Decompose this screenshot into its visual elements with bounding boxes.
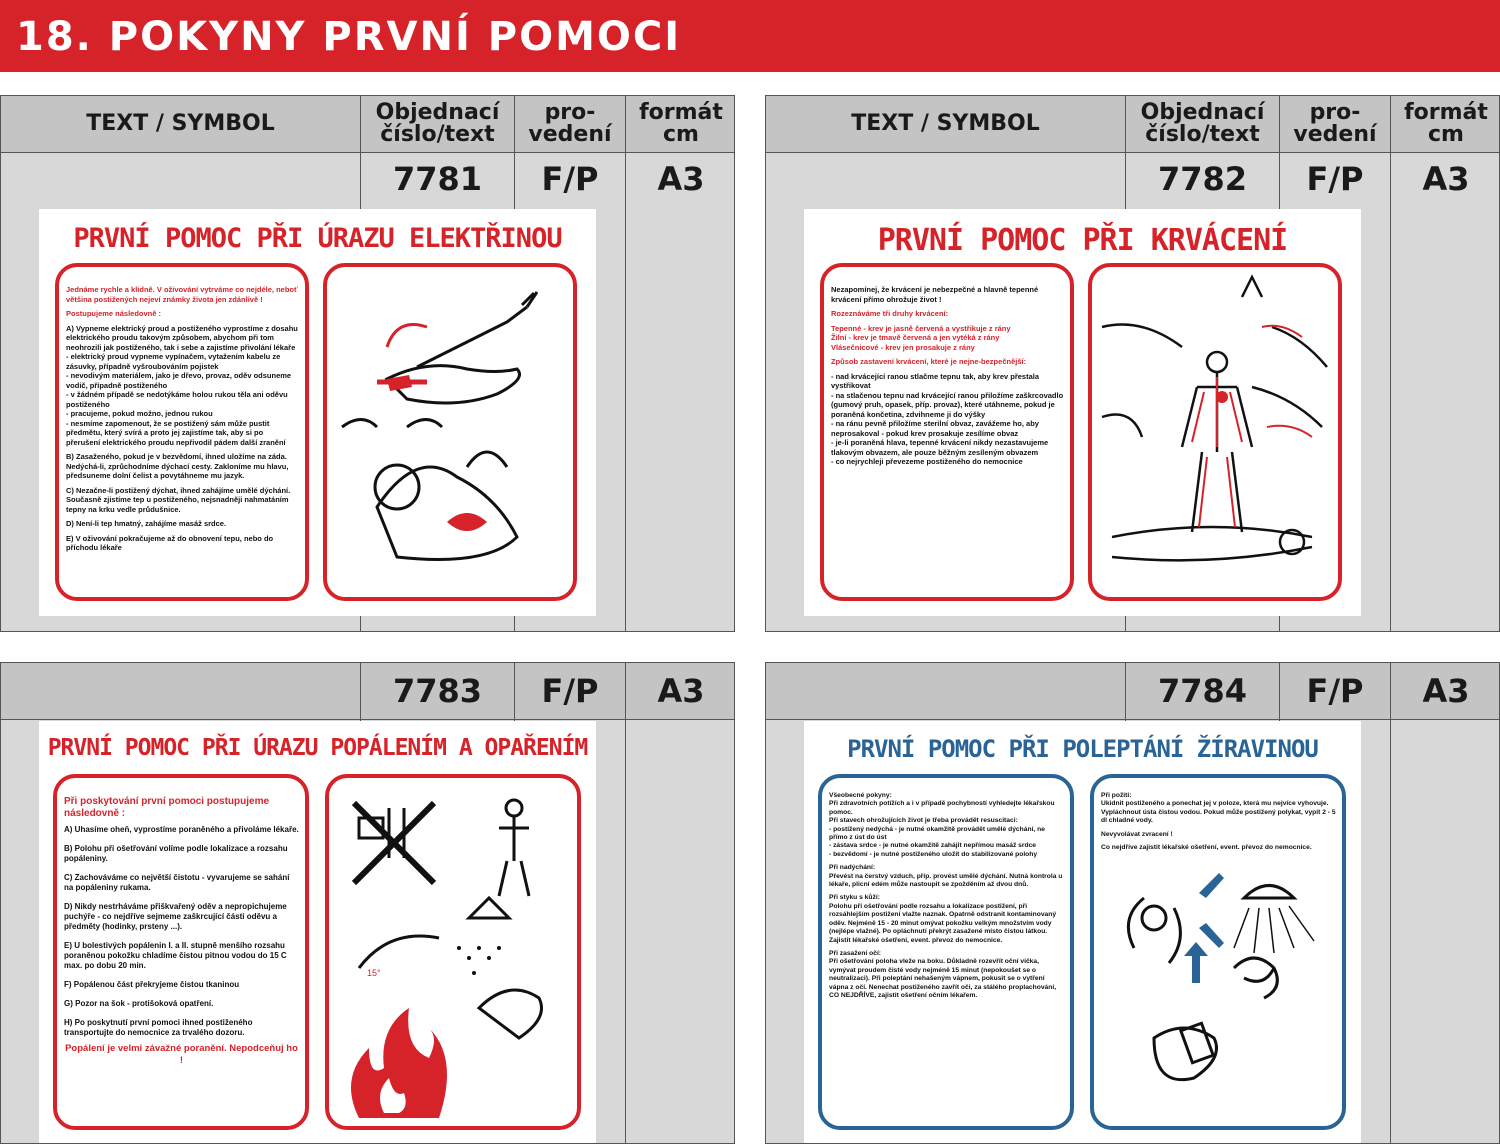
paragraph: Popálení je velmi závažné poranění. Nepodceňuj ho ! [65, 1043, 298, 1066]
instruction-text [66, 285, 299, 558]
format-value: A3 [657, 672, 705, 710]
paragraph: - nad krvácející ranou stlačme tepnu tak, aby krev přestala vystřikovat - na stlačenou tepnu nad krvácející ranou přiložíme zaškrcovadlo (gumový pruh, opasek, příp. provaz), které utáhneme, pokud je poraněná končetina, zdvihneme ji do výšky - na ránu pevně přiložíme sterilní obvaz, zavážeme ho, aby neprosakoval - pokud krev prosakuje zesílíme obvaz - je-li poraněná hlava, tepenné krvácení nikdy nezastavujeme tlakovým obvazem, ale pouze běžným zesíleným obvazem - co nejrychleji převezeme postiženého do nemocnice [831, 371, 1064, 466]
paragraph: Při nadýchání: Převést na čerstvý vzduch, příp. provést umělé dýchání. Nutná kontrola u lékaře, plicní edém může nastoupit se zpožděním až dvou dnů. [829, 864, 1063, 889]
paragraph: G) Pozor na šok - protišoková opatření. [64, 999, 214, 1008]
header-order: Objednací číslo/text [375, 100, 500, 147]
paragraph: Jednáme rychle a klidně. V oživování vytrváme co nejdéle, neboť většina postižených nejeví známky života jen zdánlivě ! [66, 285, 298, 304]
paragraph: Při zasažení očí: Při ošetřování poloha vleže na boku. Důkladně rozevřít oční víčka, vymývat proudem čisté vody nejméně 15 minut (nepokoušet se o neutralizaci). Při poleptání nehašeným vápnem, pokusit se o vytření vápna z očí. Nenechat postiženého zavřít oči, za stálého proplachování, CO NEJDŘÍVE, zajistit ošetření očním lékařem. [829, 949, 1057, 999]
paragraph: Při požití: Ukidnit postiženého a ponechat jej v poloze, která mu nejvíce vyhovuje. Vypláchnout ústa čistou vodou. Pokud může postižený polykat, vypít 2 - 5 dl chladné vody. [1101, 792, 1336, 825]
order-number: 7782 [1157, 160, 1248, 198]
header-design: pro- vedení [528, 100, 612, 147]
design-value: F/P [541, 160, 599, 198]
paragraph: B) Zasaženého, pokud je v bezvědomí, ihned uložíme na záda. Nedýchá-li, zprůchodníme dýchací cesty. Zakloníme mu hlavu, předsuneme dolní čelist a povytáhneme mu jazyk. [66, 452, 289, 480]
format-value: A3 [1422, 160, 1470, 198]
header-design: pro- vedení [1293, 100, 1377, 147]
paragraph: E) V oživování pokračujeme až do obnovení tepu, nebo do příchodu lékaře [66, 533, 274, 552]
format-value: A3 [657, 160, 705, 198]
illustration-box [325, 774, 581, 1130]
paragraph: B) Polohu při ošetřování volíme podle lokalizace a rozsahu popáleniny. [64, 844, 288, 863]
header-format: formát cm [639, 100, 723, 147]
format-value: A3 [1422, 672, 1470, 710]
design-value: F/P [1306, 672, 1364, 710]
instruction-text [831, 285, 1064, 472]
bleeding-illustration [1092, 267, 1338, 597]
paragraph: F) Popálenou část překryjeme čistou tkaninou [64, 980, 240, 989]
illustration-box [1090, 774, 1346, 1130]
paragraph: E) U bolestivých popálenin I. a II. stupně menšího rozsahu poraněnou pokožku chladíme čistou pitnou vodou do 15 C max. po dobu 20 min. [64, 941, 287, 970]
illustration-box [1088, 263, 1342, 601]
design-value: F/P [1306, 160, 1364, 198]
paragraph: Rozeznáváme tři druhy krvácení: [831, 309, 949, 318]
page-title: 18. POKYNY PRVNÍ POMOCI [16, 14, 682, 60]
sign-title: PRVNÍ POMOC PŘI KRVÁCENÍ [877, 223, 1288, 258]
paragraph: Co nejdříve zajistit lékařské ošetření, event. převoz do nemocnice. [1101, 844, 1312, 852]
order-number: 7783 [392, 672, 483, 710]
chemical-burn-illustration [1094, 778, 1342, 1126]
paragraph: A) Uhasíme oheň, vyprostíme poraněného a přivoláme lékaře. [64, 825, 299, 834]
sign-title: PRVNÍ POMOC PŘI ÚRAZU POPÁLENÍM A OPAŘENÍM [47, 735, 588, 761]
header-format: formát cm [1404, 100, 1488, 147]
instruction-text [64, 796, 299, 1072]
electric-shock-illustration [327, 267, 573, 597]
paragraph: Všeobecné pokyny: Při zdravotních potížích a i v případě pochybností vyhledejte lékařskou pomoc. Při stavech ohrožujících život je třeba provádět resuscitaci: - postižený nedýchá - je nutné okamžitě provádět umělé dýchání, ne přímo z úst do úst - zástava srdce - je nutné okamžitě zahájit nepřímou masáž srdce - bezvědomí - je nutné postiženého uložit do stabilizované polohy [829, 792, 1055, 858]
product-panel-7781 [0, 95, 735, 632]
paragraph: D) Nikdy nestrháváme přiškvařený oděv a nepropichujeme puchýře - co nejdříve sejmeme zaškrcující části oděvu a předměty (hodinky, prsteny ...). [64, 902, 287, 931]
sign-burns [39, 721, 596, 1143]
paragraph: Postupujeme následovně : [66, 309, 162, 318]
instructions-box [820, 263, 1074, 601]
instruction-text [829, 792, 1064, 1005]
sign-title: PRVNÍ POMOC PŘI POLEPTÁNÍ ŽÍRAVINOU [847, 735, 1318, 763]
paragraph: Při styku s kůží: Polohu při ošetřování podle rozsahu a lokalizace postižení, při rozsáhlejším postižení vlažte naznak. Opatrně odstranit kontaminovaný oděv. Nejméně 15 - 20 minut omývat pokožku velkým množstvím vody (nejlépe vlažné). Po opláchnutí překrýt zasažené místo čistou látkou. Zajistit lékařské ošetření, event. převoz do nemocnice. [829, 894, 1057, 944]
svg-text:15°: 15° [367, 968, 381, 978]
paragraph: Tepenné - krev je jasně červená a vystřikuje z rány Žilní - krev je tmavě červená a jen vytéká z rány Vlásečnicové - krev jen prosakuje z rány [831, 323, 1011, 352]
paragraph: Nevyvolávat zvracení ! [1101, 830, 1173, 838]
sign-electric [39, 209, 596, 616]
paragraph: Při poskytování první pomoci postupujeme následovně : [64, 796, 270, 819]
paragraph: A) Vypneme elektrický proud a postiženého vyprostíme z dosahu elektrického proudu takovým způsobem, abychom při tom neohrozili jak postiženého, tak i sebe a zajistíme přivolání lékaře - elektrický proud vypneme vypínačem, vytažením kabelu ze zásuvky, případně vyšroubováním pojistek - nevodivým materiálem, jako je dřevo, provaz, oděv odsuneme vodič, případně postiženého - v žádném případě se nedotýkáme holou rukou těla ani oděvu postiženého - pracujeme, pokud možno, jednou rukou - nesmíme zapomenout, že se postižený sám může pustit předmětu, který svírá a proto jej zajistíme tak, aby si po přerušení elektrického proudu nepřivodil pádem další zranění [66, 323, 298, 447]
paragraph: Způsob zastavení krvácení, které je nejne-bezpečnější: [831, 357, 1027, 366]
paragraph: C) Zachováváme co největší čistotu - vyvarujeme se sahání na popáleniny rukama. [64, 873, 290, 892]
paragraph: C) Nezačne-li postižený dýchat, ihned zahájíme umělé dýchání. Současně zjistíme tep u postiženého, nejsnadněji nahmatáním tepny na krku vedle průdušnice. [66, 485, 291, 514]
sign-title: PRVNÍ POMOC PŘI ÚRAZU ELEKTŘINOU [73, 223, 562, 254]
product-panel-7784 [765, 662, 1500, 1144]
instructions-box [53, 774, 309, 1130]
design-value: F/P [541, 672, 599, 710]
header-order: Objednací číslo/text [1140, 100, 1265, 147]
product-panel-7783 [0, 662, 735, 1144]
header-symbol: TEXT / SYMBOL [851, 111, 1040, 136]
instructions-box [818, 774, 1074, 1130]
sign-bleeding [804, 209, 1361, 616]
paragraph: H) Po poskytnutí první pomoci ihned postiženého transportujte do nemocnice za trvalého dozoru. [64, 1018, 253, 1037]
header-symbol: TEXT / SYMBOL [86, 111, 275, 136]
paragraph: Nezapomínej, že krvácení je nebezpečné a hlavně tepenné krvácení přímo ohrožuje život ! [831, 285, 1039, 304]
instructions-box [55, 263, 309, 601]
paragraph: D) Není-li tep hmatný, zahájíme masáž srdce. [66, 519, 227, 528]
sign-chemical-burn [804, 721, 1361, 1143]
burns-illustration [329, 778, 577, 1126]
order-number: 7781 [392, 160, 483, 198]
page-header [0, 0, 1500, 72]
order-number: 7784 [1157, 672, 1248, 710]
illustration-box [323, 263, 577, 601]
product-panel-7782 [765, 95, 1500, 632]
